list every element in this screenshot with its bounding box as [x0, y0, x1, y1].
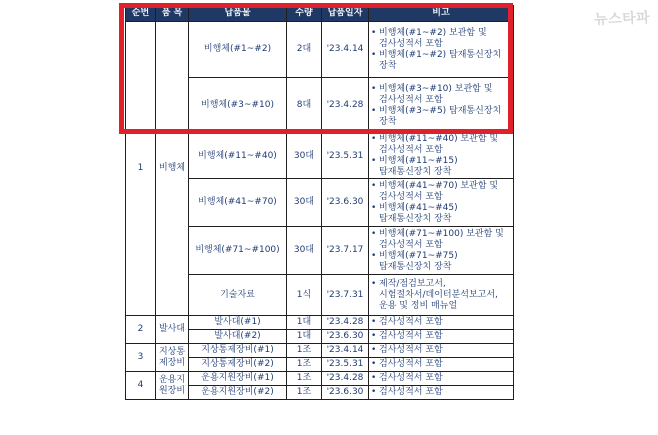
remark-line: • 검사성적서 포함 — [371, 345, 511, 356]
remark-line: • 제작/점검보고서, — [371, 279, 511, 290]
qty-cell: 30대 — [287, 134, 322, 179]
remark-list — [371, 28, 511, 72]
remark-cell — [369, 316, 514, 330]
remark-line: • 비행체(#3~#10) 보관함 및 — [371, 84, 511, 95]
qty-cell: 1조 — [287, 344, 322, 358]
remark-list — [371, 181, 511, 225]
remark-list — [371, 229, 511, 273]
deliverable-cell: 비행체(#11~#40) — [189, 134, 287, 179]
delivery-schedule-table — [125, 5, 514, 400]
date-cell: '23.4.28 — [322, 316, 369, 330]
table-row — [126, 344, 514, 358]
qty-cell: 30대 — [287, 227, 322, 275]
date-cell: '23.4.28 — [322, 78, 369, 134]
remark-cell — [369, 227, 514, 275]
remark-cell — [369, 275, 514, 316]
remark-line: • 비행체(#3~#5) 탑재통신장치 — [371, 106, 511, 117]
group-number: 4 — [126, 372, 156, 400]
date-cell: '23.5.31 — [322, 358, 369, 372]
table-body — [126, 22, 514, 400]
remark-line: • 비행체(#41~#70) 보관함 및 — [371, 181, 511, 192]
remark-line: 탑재통신장치 장착 — [379, 261, 452, 272]
remark-line: 검사성적서 포함 — [379, 191, 443, 202]
deliverable-cell: 운용지원장비(#1) — [189, 372, 287, 386]
remark-list — [371, 134, 511, 178]
remark-line: • 비행체(#11~#15) — [371, 156, 511, 167]
date-cell: '23.6.30 — [322, 386, 369, 400]
remark-line: 장착 — [379, 60, 397, 71]
group-number: 3 — [126, 344, 156, 372]
remark-line: • 비행체(#1~#2) 탑재통신장치 — [371, 50, 511, 61]
deliverable-cell: 비행체(#71~#100) — [189, 227, 287, 275]
remark-line: • 검사성적서 포함 — [371, 331, 511, 342]
date-cell: '23.4.14 — [322, 22, 369, 78]
table-row — [126, 372, 514, 386]
remark-cell — [369, 22, 514, 78]
remark-line: 장착 — [379, 116, 397, 127]
remark-cell — [369, 386, 514, 400]
deliverable-cell: 발사대(#1) — [189, 316, 287, 330]
remark-cell — [369, 78, 514, 134]
remark-line: 운용 및 정비 매뉴얼 — [379, 300, 458, 311]
table-header-row — [126, 6, 514, 22]
date-cell: '23.7.17 — [322, 227, 369, 275]
remark-line: 탑재통신장치 장착 — [379, 167, 452, 177]
group-item: 지상통제장비 — [156, 344, 189, 372]
remark-list — [371, 317, 511, 328]
deliverable-cell: 비행체(#3~#10) — [189, 78, 287, 134]
deliverable-cell: 기술자료 — [189, 275, 287, 316]
date-cell: '23.4.14 — [322, 344, 369, 358]
qty-cell: 8대 — [287, 78, 322, 134]
remark-line: 검사성적서 포함 — [379, 94, 443, 105]
qty-cell: 1조 — [287, 372, 322, 386]
remark-line: 검사성적서 포함 — [379, 38, 443, 49]
remark-list — [371, 359, 511, 370]
date-cell: '23.7.31 — [322, 275, 369, 316]
date-cell: '23.6.30 — [322, 330, 369, 344]
remark-line: • 검사성적서 포함 — [371, 359, 511, 370]
deliverable-cell: 발사대(#2) — [189, 330, 287, 344]
remark-line: • 비행체(#11~#40) 보관함 및 — [371, 134, 511, 145]
remark-list — [371, 84, 511, 128]
group-item: 비행체 — [156, 22, 189, 316]
remark-cell — [369, 134, 514, 179]
remark-list — [371, 387, 511, 398]
remark-cell — [369, 344, 514, 358]
header-remark: 비고 — [369, 6, 514, 22]
header-deliverable: 납품물 — [189, 6, 287, 22]
remark-line: • 검사성적서 포함 — [371, 387, 511, 398]
table-row — [126, 22, 514, 78]
remark-line: 검사성적서 포함 — [379, 145, 443, 155]
remark-line: • 비행체(#1~#2) 보관함 및 — [371, 28, 511, 39]
remark-line: • 비행체(#71~#75) — [371, 251, 511, 262]
qty-cell: 1대 — [287, 316, 322, 330]
remark-cell — [369, 372, 514, 386]
deliverable-cell: 비행체(#41~#70) — [189, 179, 287, 227]
remark-list — [371, 373, 511, 384]
remark-list — [371, 279, 511, 312]
remark-cell — [369, 179, 514, 227]
table-row — [126, 316, 514, 330]
deliverable-cell: 비행체(#1~#2) — [189, 22, 287, 78]
remark-line: • 비행체(#71~#100) 보관함 및 — [371, 229, 511, 240]
remark-cell — [369, 330, 514, 344]
date-cell: '23.6.30 — [322, 179, 369, 227]
header-no: 순번 — [126, 6, 156, 22]
group-number: 2 — [126, 316, 156, 344]
date-cell: '23.5.31 — [322, 134, 369, 179]
qty-cell: 1조 — [287, 386, 322, 400]
remark-line: 검사성적서 포함 — [379, 239, 443, 250]
group-number: 1 — [126, 22, 156, 316]
qty-cell: 30대 — [287, 179, 322, 227]
header-qty: 수량 — [287, 6, 322, 22]
remark-list — [371, 331, 511, 342]
header-item: 품 목 — [156, 6, 189, 22]
remark-line: • 검사성적서 포함 — [371, 373, 511, 384]
deliverable-cell: 지상통제장비(#1) — [189, 344, 287, 358]
date-cell: '23.4.28 — [322, 372, 369, 386]
remark-line: 시험절차서/데이터분석보고서, — [379, 289, 498, 300]
header-date: 납품일자 — [322, 6, 369, 22]
qty-cell: 2대 — [287, 22, 322, 78]
remark-list — [371, 345, 511, 356]
deliverable-cell: 지상통제장비(#2) — [189, 358, 287, 372]
watermark-logo: 뉴스타파 — [593, 10, 651, 28]
remark-line: 탑재통신장치 장착 — [379, 213, 452, 224]
remark-line: • 비행체(#41~#45) — [371, 203, 511, 214]
qty-cell: 1조 — [287, 358, 322, 372]
group-item: 운용지원장비 — [156, 372, 189, 400]
remark-cell — [369, 358, 514, 372]
qty-cell: 1대 — [287, 330, 322, 344]
remark-line: • 검사성적서 포함 — [371, 317, 511, 328]
qty-cell: 1식 — [287, 275, 322, 316]
deliverable-cell: 운용지원장비(#2) — [189, 386, 287, 400]
group-item: 발사대 — [156, 316, 189, 344]
